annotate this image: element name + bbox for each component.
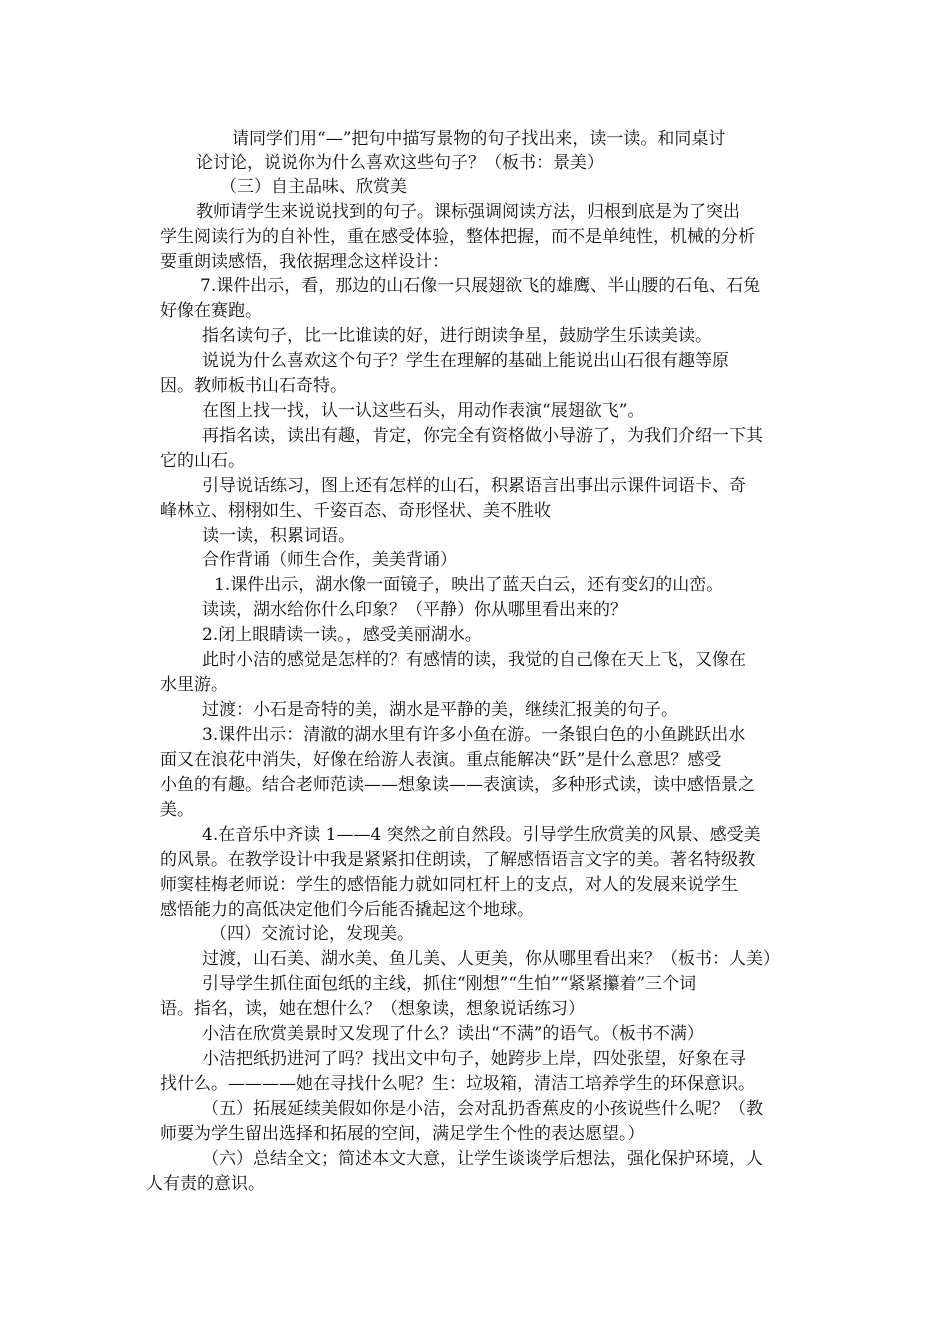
text-line: 要重朗读感悟，我依据理念这样设计： bbox=[160, 252, 449, 272]
text-line: 师要为学生留出选择和拓展的空间，满足学生个性的表达愿望。） bbox=[160, 1124, 645, 1144]
text-line: 4.在音乐中齐读 1——4 突然之前自然段。引导学生欣赏美的风景、感受美 bbox=[202, 825, 761, 845]
text-line: 它的山石。 bbox=[160, 451, 245, 471]
text-line: 3.课件出示：清澈的湖水里有许多小鱼在游。一条银白色的小鱼跳跃出水 bbox=[202, 725, 746, 745]
text-line: 的风景。在教学设计中我是紧紧扣住朗读，了解感悟语言文字的美。著名特级教 bbox=[160, 850, 755, 870]
section-heading: （五）拓展延续美假如你是小洁，会对乱扔香蕉皮的小孩说些什么呢？（教 bbox=[202, 1099, 763, 1119]
text-line: 过渡，山石美、湖水美、鱼儿美、人更美，你从哪里看出来？（板书：人美） bbox=[202, 949, 780, 969]
text-line: 1.课件出示，湖水像一面镜子，映出了蓝天白云，还有变幻的山峦。 bbox=[214, 575, 724, 595]
text-line: 请同学们用“—”把句中描写景物的句子找出来，读一读。和同桌讨 bbox=[232, 129, 726, 149]
section-heading: （六）总结全文；简述本文大意，让学生谈谈学后想法，强化保护环境，人 bbox=[202, 1149, 763, 1169]
text-line: 找什么。————她在寻找什么呢？生：垃圾箱，清洁工培养学生的环保意识。 bbox=[160, 1074, 755, 1094]
text-line: 师窦桂梅老师说：学生的感悟能力就如同杠杆上的支点，对人的发展来说学生 bbox=[160, 875, 738, 895]
text-line: 引导学生抓住面包纸的主线，抓住“刚想”“生怕”“紧紧攥着”三个词 bbox=[202, 974, 697, 994]
text-line: 小洁把纸扔进河了吗？找出文中句子，她跨步上岸，四处张望，好象在寻 bbox=[202, 1049, 746, 1069]
text-line: 合作背诵（师生合作，美美背诵） bbox=[202, 550, 457, 570]
text-line: 因。教师板书山石奇特。 bbox=[160, 376, 347, 396]
text-line: 语。指名，读，她在想什么？（想象读，想象说话练习） bbox=[160, 999, 585, 1019]
text-line: 教师请学生来说说找到的句子。课标强调阅读方法，归根到底是为了突出 bbox=[196, 202, 740, 222]
text-line: 指名读句子，比一比谁读的好，进行朗读争星，鼓励学生乐读美读。 bbox=[202, 326, 712, 346]
text-line: 此时小洁的感觉是怎样的？有感情的读，我觉的自己像在天上飞，又像在 bbox=[202, 650, 746, 670]
text-line: 再指名读，读出有趣，肯定，你完全有资格做小导游了，为我们介绍一下其 bbox=[202, 426, 763, 446]
text-line: 2.闭上眼睛读一读。，感受美丽湖水。 bbox=[202, 625, 482, 645]
section-heading: （三）自主品味、欣赏美 bbox=[220, 177, 407, 197]
text-line: 感悟能力的高低决定他们今后能否撬起这个地球。 bbox=[160, 900, 534, 920]
text-line: 好像在赛跑。 bbox=[160, 301, 262, 321]
text-line: 引导说话练习，图上还有怎样的山石，积累语言出事出示课件词语卡、奇 bbox=[202, 476, 746, 496]
text-line: 水里游。 bbox=[160, 675, 228, 695]
text-line: 说说为什么喜欢这个句子？学生在理解的基础上能说出山石很有趣等原 bbox=[202, 351, 729, 371]
text-line: 美。 bbox=[160, 800, 194, 820]
text-line: 面又在浪花中消失，好像在给游人表演。重点能解决“跃”是什么意思？感受 bbox=[160, 750, 722, 770]
text-line: 小鱼的有趣。结合老师范读——想象读——表演读，多种形式读，读中感悟景之 bbox=[160, 775, 755, 795]
text-line: 读一读，积累词语。 bbox=[202, 526, 355, 546]
text-line: 小洁在欣赏美景时又发现了什么？读出“不满”的语气。（板书不满） bbox=[202, 1024, 704, 1044]
section-heading: （四）交流讨论，发现美。 bbox=[210, 924, 414, 944]
text-line: 峰林立、栩栩如生、千姿百态、奇形怪状、美不胜收 bbox=[160, 501, 551, 521]
text-line: 学生阅读行为的自补性，重在感受体验，整体把握，而不是单纯性，机械的分析 bbox=[160, 227, 755, 247]
text-line: 过渡：小石是奇特的美，湖水是平静的美，继续汇报美的句子。 bbox=[202, 700, 678, 720]
text-line: 读读，湖水给你什么印象？（平静）你从哪里看出来的？ bbox=[202, 600, 627, 620]
text-line: 在图上找一找，认一认这些石头，用动作表演“展翅欲飞”。 bbox=[202, 401, 645, 421]
text-line: 7.课件出示，看，那边的山石像一只展翅欲飞的雄鹰、半山腰的石龟、石兔 bbox=[200, 276, 761, 296]
text-line: 论讨论，说说你为什么喜欢这些句子？（板书：景美） bbox=[196, 153, 604, 173]
text-line: 人有责的意识。 bbox=[146, 1174, 265, 1194]
